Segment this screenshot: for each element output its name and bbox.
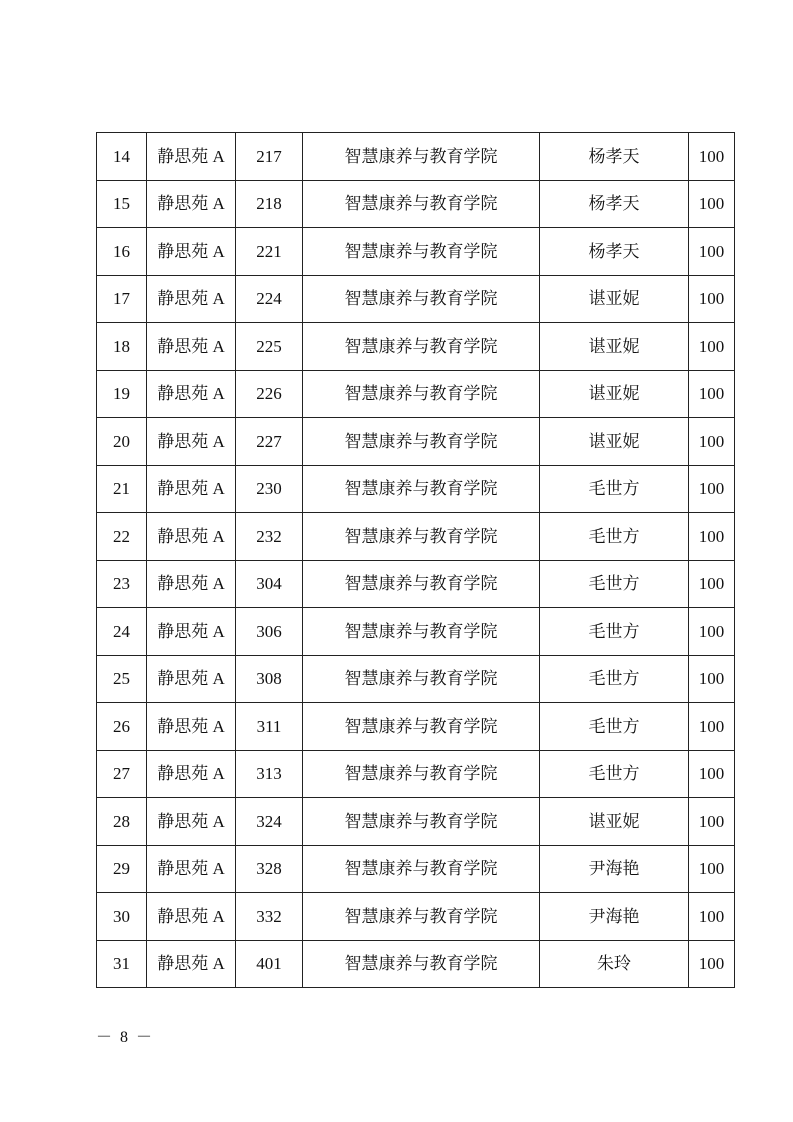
cell-inspector: 朱玲: [540, 940, 689, 988]
cell-score: 100: [689, 465, 735, 513]
table-row: [97, 893, 735, 941]
cell-index: 16: [97, 228, 147, 276]
table-row: [97, 513, 735, 561]
cell-college: 智慧康养与教育学院: [303, 323, 540, 371]
cell-score: 100: [689, 275, 735, 323]
cell-score: 100: [689, 608, 735, 656]
cell-room: 225: [236, 323, 303, 371]
cell-inspector: 谌亚妮: [540, 798, 689, 846]
cell-room: 230: [236, 465, 303, 513]
cell-room: 328: [236, 845, 303, 893]
cell-building: 静思苑 A: [147, 275, 236, 323]
cell-index: 20: [97, 418, 147, 466]
table-row: [97, 655, 735, 703]
cell-score: 100: [689, 133, 735, 181]
cell-room: 311: [236, 703, 303, 751]
cell-inspector: 毛世方: [540, 750, 689, 798]
cell-building: 静思苑 A: [147, 465, 236, 513]
table-row: [97, 418, 735, 466]
dormitory-score-table: [96, 132, 735, 988]
cell-college: 智慧康养与教育学院: [303, 703, 540, 751]
cell-index: 31: [97, 940, 147, 988]
table-row: [97, 323, 735, 371]
cell-room: 313: [236, 750, 303, 798]
cell-score: 100: [689, 560, 735, 608]
table-row: [97, 560, 735, 608]
cell-building: 静思苑 A: [147, 750, 236, 798]
cell-building: 静思苑 A: [147, 418, 236, 466]
cell-inspector: 毛世方: [540, 465, 689, 513]
cell-inspector: 尹海艳: [540, 845, 689, 893]
cell-inspector: 毛世方: [540, 655, 689, 703]
cell-index: 14: [97, 133, 147, 181]
cell-index: 26: [97, 703, 147, 751]
cell-college: 智慧康养与教育学院: [303, 893, 540, 941]
cell-building: 静思苑 A: [147, 893, 236, 941]
cell-college: 智慧康养与教育学院: [303, 133, 540, 181]
cell-score: 100: [689, 370, 735, 418]
cell-index: 15: [97, 180, 147, 228]
cell-inspector: 毛世方: [540, 608, 689, 656]
cell-college: 智慧康养与教育学院: [303, 655, 540, 703]
table-row: [97, 845, 735, 893]
cell-inspector: 杨孝天: [540, 133, 689, 181]
cell-score: 100: [689, 418, 735, 466]
table-row: [97, 940, 735, 988]
table-row: [97, 275, 735, 323]
cell-building: 静思苑 A: [147, 798, 236, 846]
table-row: [97, 180, 735, 228]
cell-inspector: 谌亚妮: [540, 323, 689, 371]
cell-building: 静思苑 A: [147, 703, 236, 751]
cell-inspector: 谌亚妮: [540, 370, 689, 418]
cell-building: 静思苑 A: [147, 608, 236, 656]
cell-room: 218: [236, 180, 303, 228]
cell-building: 静思苑 A: [147, 133, 236, 181]
cell-college: 智慧康养与教育学院: [303, 845, 540, 893]
cell-score: 100: [689, 750, 735, 798]
cell-room: 401: [236, 940, 303, 988]
cell-score: 100: [689, 845, 735, 893]
cell-inspector: 杨孝天: [540, 180, 689, 228]
table-row: [97, 798, 735, 846]
cell-building: 静思苑 A: [147, 940, 236, 988]
cell-college: 智慧康养与教育学院: [303, 608, 540, 656]
cell-inspector: 杨孝天: [540, 228, 689, 276]
cell-score: 100: [689, 513, 735, 561]
cell-room: 226: [236, 370, 303, 418]
cell-college: 智慧康养与教育学院: [303, 465, 540, 513]
cell-room: 308: [236, 655, 303, 703]
cell-college: 智慧康养与教育学院: [303, 750, 540, 798]
cell-room: 332: [236, 893, 303, 941]
cell-building: 静思苑 A: [147, 370, 236, 418]
cell-room: 324: [236, 798, 303, 846]
cell-college: 智慧康养与教育学院: [303, 228, 540, 276]
cell-building: 静思苑 A: [147, 845, 236, 893]
cell-building: 静思苑 A: [147, 228, 236, 276]
cell-room: 217: [236, 133, 303, 181]
cell-index: 25: [97, 655, 147, 703]
cell-index: 28: [97, 798, 147, 846]
cell-score: 100: [689, 798, 735, 846]
cell-inspector: 毛世方: [540, 560, 689, 608]
cell-index: 22: [97, 513, 147, 561]
cell-room: 227: [236, 418, 303, 466]
dormitory-score-table-container: [96, 132, 735, 988]
cell-building: 静思苑 A: [147, 560, 236, 608]
cell-college: 智慧康养与教育学院: [303, 513, 540, 561]
cell-score: 100: [689, 180, 735, 228]
cell-college: 智慧康养与教育学院: [303, 940, 540, 988]
table-row: [97, 750, 735, 798]
cell-inspector: 谌亚妮: [540, 275, 689, 323]
cell-college: 智慧康养与教育学院: [303, 560, 540, 608]
cell-score: 100: [689, 940, 735, 988]
cell-index: 30: [97, 893, 147, 941]
table-row: [97, 465, 735, 513]
cell-index: 19: [97, 370, 147, 418]
cell-room: 224: [236, 275, 303, 323]
cell-college: 智慧康养与教育学院: [303, 180, 540, 228]
cell-index: 23: [97, 560, 147, 608]
cell-index: 24: [97, 608, 147, 656]
cell-score: 100: [689, 228, 735, 276]
cell-building: 静思苑 A: [147, 513, 236, 561]
cell-room: 221: [236, 228, 303, 276]
cell-score: 100: [689, 703, 735, 751]
cell-index: 21: [97, 465, 147, 513]
cell-score: 100: [689, 323, 735, 371]
cell-index: 27: [97, 750, 147, 798]
table-row: [97, 228, 735, 276]
table-row: [97, 608, 735, 656]
cell-score: 100: [689, 893, 735, 941]
cell-inspector: 毛世方: [540, 703, 689, 751]
cell-college: 智慧康养与教育学院: [303, 798, 540, 846]
cell-building: 静思苑 A: [147, 323, 236, 371]
cell-college: 智慧康养与教育学院: [303, 275, 540, 323]
table-row: [97, 133, 735, 181]
cell-inspector: 毛世方: [540, 513, 689, 561]
cell-room: 232: [236, 513, 303, 561]
cell-inspector: 谌亚妮: [540, 418, 689, 466]
cell-room: 304: [236, 560, 303, 608]
cell-score: 100: [689, 655, 735, 703]
table-body: [97, 133, 735, 988]
table-row: [97, 703, 735, 751]
cell-inspector: 尹海艳: [540, 893, 689, 941]
cell-index: 29: [97, 845, 147, 893]
cell-index: 17: [97, 275, 147, 323]
table-row: [97, 370, 735, 418]
cell-college: 智慧康养与教育学院: [303, 418, 540, 466]
cell-building: 静思苑 A: [147, 655, 236, 703]
cell-college: 智慧康养与教育学院: [303, 370, 540, 418]
page-number: － 8 －: [96, 1029, 155, 1046]
cell-building: 静思苑 A: [147, 180, 236, 228]
cell-index: 18: [97, 323, 147, 371]
cell-room: 306: [236, 608, 303, 656]
